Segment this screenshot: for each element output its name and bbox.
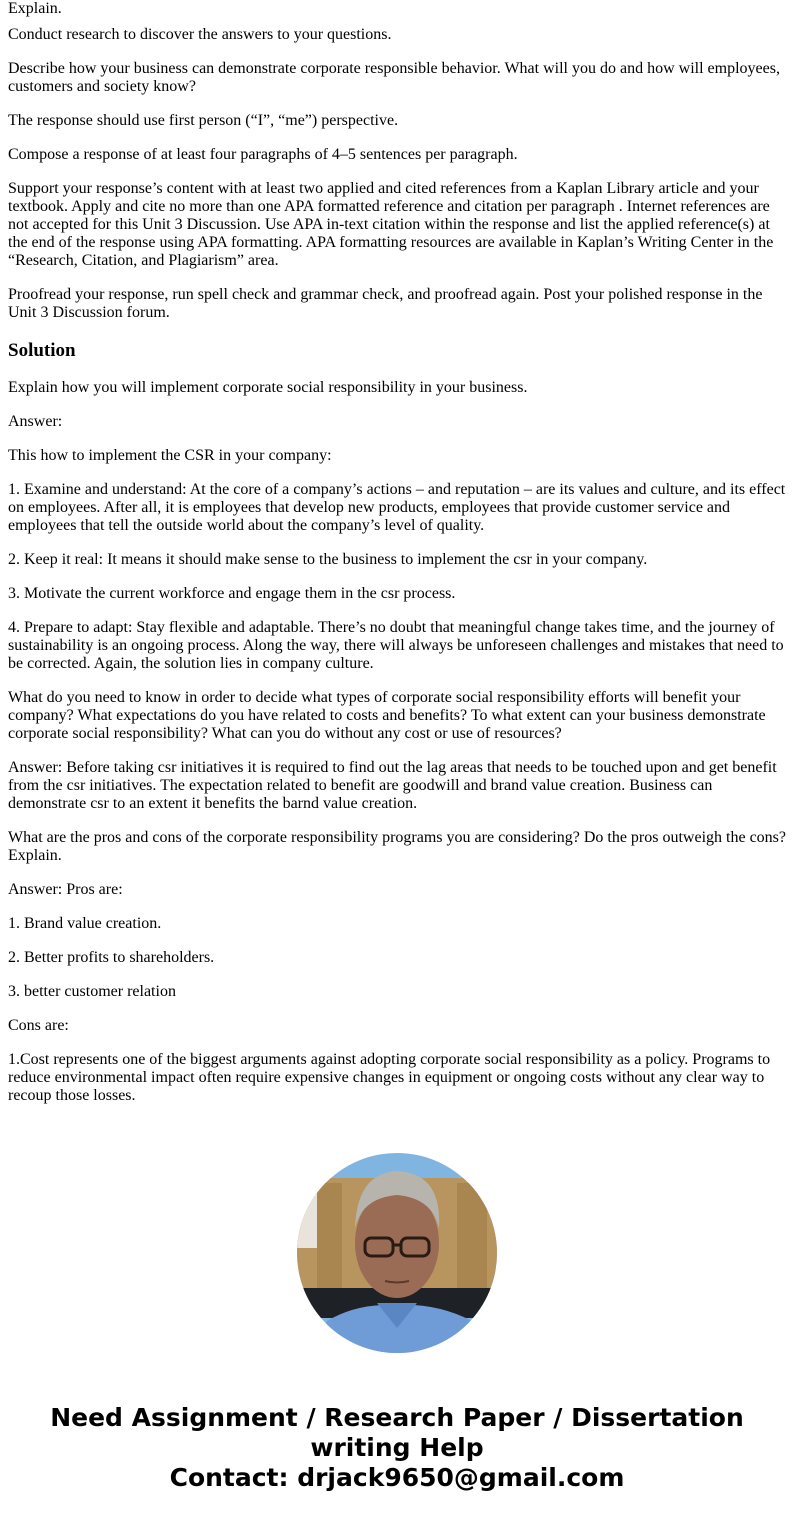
paragraph: Answer: Pros are:: [8, 881, 123, 898]
paragraph: 1. Examine and understand: At the core of a company’s actions – and reputation – are its values and culture, and its effect on employees. After all, it is employees that develop new products, employees that provide customer service and employees that tell the outside world about the company’s level of quality.: [8, 481, 786, 534]
paragraph: Answer: Before taking csr initiatives it is required to find out the lag areas that needs to be touched upon and get benefit from the csr initiatives. The expectation related to benefit are goodwill and brand value creation. Business can demonstrate csr to an extent it benefits the barnd value creation.: [8, 759, 777, 812]
contact-footer: [0, 1403, 794, 1493]
paragraph: Support your response’s content with at least two applied and cited references from a Kaplan Library article and your textbook. Apply and cite no more than one APA formatted reference and citation per paragraph . Internet references are not accepted for this Unit 3 Discussion. Use APA in-text citation within the response and list the applied reference(s) at the end of the response using APA formatting. APA formatting resources are available in Kaplan’s Writing Center in the “Research, Citation, and Plagiarism” area.: [8, 180, 774, 269]
paragraph: Cons are:: [8, 1017, 69, 1034]
paragraph: Compose a response of at least four paragraphs of 4–5 sentences per paragraph.: [8, 146, 518, 163]
paragraph: The response should use first person (“I”, “me”) perspective.: [8, 112, 399, 129]
paragraph: 4. Prepare to adapt: Stay flexible and adaptable. There’s no doubt that meaningful change takes time, and the journey of sustainability is an ongoing process. Along the way, there will always be unforeseen challenges and mistakes that need to be corrected. Again, the solution lies in company culture.: [8, 619, 784, 672]
author-avatar: [297, 1153, 497, 1353]
paragraph: 2. Better profits to shareholders.: [8, 949, 215, 966]
paragraph: 1.Cost represents one of the biggest arguments against adopting corporate social responsibility as a policy. Programs to reduce environmental impact often require expensive changes in equipment or ongoing costs without any clear way to recoup those losses.: [8, 1051, 771, 1104]
paragraph: 2. Keep it real: It means it should make sense to the business to implement the csr in your company.: [8, 551, 648, 568]
paragraph: Explain how you will implement corporate social responsibility in your business.: [8, 379, 528, 396]
paragraph: 3. better customer relation: [8, 983, 176, 1000]
paragraph: This how to implement the CSR in your company:: [8, 447, 332, 464]
contact-email: Contact: drjack9650@gmail.com: [169, 1463, 625, 1492]
paragraph: Explain.: [8, 0, 62, 17]
paragraph: 1. Brand value creation.: [8, 915, 162, 932]
paragraph: Answer:: [8, 413, 63, 430]
paragraph: Conduct research to discover the answers to your questions.: [8, 26, 392, 43]
paragraph: Describe how your business can demonstrate corporate responsible behavior. What will you do and how will employees, customers and society know?: [8, 60, 780, 95]
paragraph: 3. Motivate the current workforce and engage them in the csr process.: [8, 585, 456, 602]
paragraph: Proofread your response, run spell check and grammar check, and proofread again. Post your polished response in the Unit 3 Discussion forum.: [8, 286, 763, 321]
paragraph: What do you need to know in order to decide what types of corporate social responsibility efforts will benefit your company? What expectations do you have related to costs and benefits? To what extent can your business demonstrate corporate social responsibility? What can you do without any cost or use of resources?: [8, 689, 766, 742]
solution-heading: Solution: [8, 340, 76, 361]
paragraph: What are the pros and cons of the corporate responsibility programs you are considering? Do the pros outweigh the cons? Explain.: [8, 829, 786, 864]
footer-line: Need Assignment / Research Paper / Dissertation: [50, 1403, 744, 1432]
footer-line: writing Help: [310, 1433, 484, 1462]
